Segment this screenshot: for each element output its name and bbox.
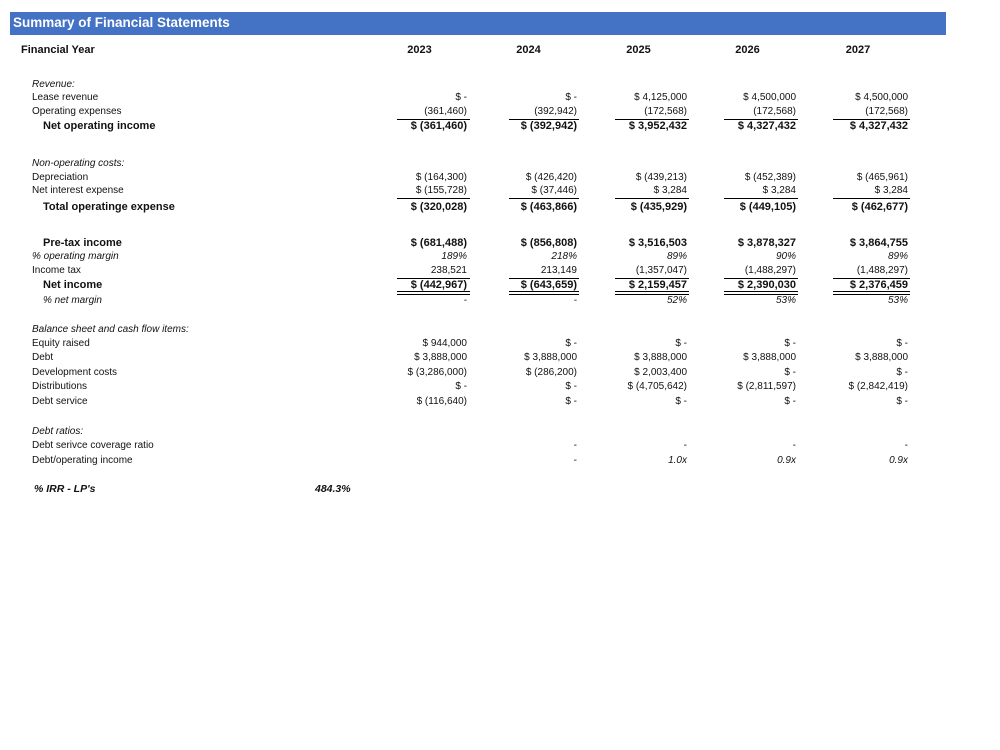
lease-revenue-2023: $ - xyxy=(455,92,467,103)
development-costs-2024: $ (286,200) xyxy=(525,367,577,378)
noi-2025: $ 3,952,432 xyxy=(628,120,687,132)
equity-raised-2023: $ 944,000 xyxy=(422,338,467,349)
net-income-label: Net income xyxy=(43,279,103,291)
equity-raised-label: Equity raised xyxy=(32,338,90,349)
net-interest-2024: $ (37,446) xyxy=(531,185,577,196)
dscr-2025: - xyxy=(683,440,687,451)
year-2024: 2024 xyxy=(516,44,541,56)
net-interest-2023: $ (155,728) xyxy=(415,185,467,196)
operating-margin-2023: 189% xyxy=(441,251,467,262)
debt-service-2027: $ - xyxy=(896,396,908,407)
total-opex-2023: $ (320,028) xyxy=(410,201,467,213)
operating-expenses-2027: (172,568) xyxy=(865,106,908,117)
pretax-income-2026: $ 3,878,327 xyxy=(737,237,796,249)
revenue-section-label: Revenue: xyxy=(32,79,75,90)
development-costs-label: Development costs xyxy=(32,367,118,378)
page-title: Summary of Financial Statements xyxy=(13,15,230,30)
debt-2024: $ 3,888,000 xyxy=(524,352,577,363)
operating-margin-2025: 89% xyxy=(666,251,687,262)
operating-expenses-2026: (172,568) xyxy=(753,106,796,117)
total-opex-2027: $ (462,677) xyxy=(851,201,908,213)
debt-operating-income-2024: - xyxy=(573,455,577,466)
year-2023: 2023 xyxy=(407,44,432,56)
lease-revenue-2026: $ 4,500,000 xyxy=(743,92,796,103)
balance-section-label: Balance sheet and cash flow items: xyxy=(32,324,189,335)
operating-margin-2026: 90% xyxy=(775,251,796,262)
total-opex-2025: $ (435,929) xyxy=(630,201,687,213)
lease-revenue-2027: $ 4,500,000 xyxy=(855,92,908,103)
debt-service-2026: $ - xyxy=(784,396,796,407)
year-2027: 2027 xyxy=(845,44,871,56)
pretax-income-label: Pre-tax income xyxy=(43,237,122,249)
net-margin-label: % net margin xyxy=(43,295,102,306)
net-interest-2026: $ 3,284 xyxy=(762,185,796,196)
noi-2023: $ (361,460) xyxy=(410,120,467,132)
debt-label: Debt xyxy=(32,352,54,363)
dscr-2024: - xyxy=(573,440,577,451)
depreciation-2026: $ (452,389) xyxy=(744,172,796,183)
operating-expenses-2025: (172,568) xyxy=(644,106,687,117)
noi-label: Net operating income xyxy=(43,120,156,132)
nonop-section-label: Non-operating costs: xyxy=(32,158,125,169)
dscr-2027: - xyxy=(904,440,908,451)
income-tax-2023: 238,521 xyxy=(430,265,467,276)
net-income-2027: $ 2,376,459 xyxy=(849,279,908,291)
net-margin-2027: 53% xyxy=(887,295,908,306)
debt-2025: $ 3,888,000 xyxy=(634,352,687,363)
debt-service-2024: $ - xyxy=(565,396,577,407)
debt-ratios-section-label: Debt ratios: xyxy=(32,426,84,437)
operating-expenses-2023: (361,460) xyxy=(424,106,467,117)
income-tax-2026: (1,488,297) xyxy=(744,265,796,276)
noi-2026: $ 4,327,432 xyxy=(737,120,796,132)
operating-expenses-label: Operating expenses xyxy=(32,106,122,117)
operating-expenses-2024: (392,942) xyxy=(534,106,577,117)
development-costs-2026: $ - xyxy=(784,367,796,378)
debt-operating-income-2027: 0.9x xyxy=(889,455,908,466)
net-interest-2027: $ 3,284 xyxy=(874,185,908,196)
net-income-2025: $ 2,159,457 xyxy=(628,279,687,291)
distributions-2023: $ - xyxy=(455,381,467,392)
depreciation-2024: $ (426,420) xyxy=(525,172,577,183)
underline xyxy=(509,198,579,199)
underline xyxy=(724,198,798,199)
noi-2024: $ (392,942) xyxy=(520,120,577,132)
noi-2027: $ 4,327,432 xyxy=(849,120,908,132)
development-costs-2025: $ 2,003,400 xyxy=(634,367,687,378)
operating-margin-label: % operating margin xyxy=(32,251,119,262)
operating-margin-2027: 89% xyxy=(887,251,908,262)
equity-raised-2027: $ - xyxy=(896,338,908,349)
debt-2027: $ 3,888,000 xyxy=(855,352,908,363)
equity-raised-2026: $ - xyxy=(784,338,796,349)
pretax-income-2025: $ 3,516,503 xyxy=(628,237,687,249)
debt-2026: $ 3,888,000 xyxy=(743,352,796,363)
operating-margin-2024: 218% xyxy=(551,251,577,262)
underline xyxy=(615,198,689,199)
debt-operating-income-2026: 0.9x xyxy=(777,455,796,466)
income-tax-2024: 213,149 xyxy=(540,265,577,276)
year-2025: 2025 xyxy=(626,44,651,56)
net-income-2024: $ (643,659) xyxy=(520,279,577,291)
total-opex-label: Total operatinge expense xyxy=(43,201,175,213)
pretax-income-2024: $ (856,808) xyxy=(520,237,577,249)
income-tax-label: Income tax xyxy=(32,265,81,276)
income-tax-2025: (1,357,047) xyxy=(635,265,687,276)
irr-label: % IRR - LP's xyxy=(34,483,96,495)
title-bar xyxy=(10,12,946,35)
distributions-2024: $ - xyxy=(565,381,577,392)
depreciation-label: Depreciation xyxy=(32,172,89,183)
debt-service-2025: $ - xyxy=(675,396,687,407)
underline xyxy=(397,198,470,199)
underline xyxy=(833,198,910,199)
net-interest-2025: $ 3,284 xyxy=(653,185,687,196)
financial-year-label: Financial Year xyxy=(21,44,95,56)
net-margin-2025: 52% xyxy=(666,295,687,306)
income-tax-2027: (1,488,297) xyxy=(856,265,908,276)
debt-service-label: Debt service xyxy=(32,396,88,407)
net-income-2023: $ (442,967) xyxy=(410,279,467,291)
net-income-2026: $ 2,390,030 xyxy=(737,279,796,291)
distributions-2027: $ (2,842,419) xyxy=(848,381,908,392)
depreciation-2023: $ (164,300) xyxy=(415,172,467,183)
net-interest-label: Net interest expense xyxy=(32,185,124,196)
development-costs-2023: $ (3,286,000) xyxy=(407,367,467,378)
net-margin-2026: 53% xyxy=(775,295,796,306)
net-margin-2024: - xyxy=(573,295,577,306)
lease-revenue-2024: $ - xyxy=(565,92,577,103)
equity-raised-2024: $ - xyxy=(565,338,577,349)
dscr-label: Debt serivce coverage ratio xyxy=(32,440,154,451)
distributions-2025: $ (4,705,642) xyxy=(627,381,687,392)
debt-service-2023: $ (116,640) xyxy=(416,396,467,407)
pretax-income-2023: $ (681,488) xyxy=(410,237,467,249)
development-costs-2027: $ - xyxy=(896,367,908,378)
net-margin-2023: - xyxy=(463,295,467,306)
debt-operating-income-2025: 1.0x xyxy=(668,455,687,466)
distributions-label: Distributions xyxy=(32,381,88,392)
year-2026: 2026 xyxy=(735,44,760,56)
irr-value: 484.3% xyxy=(315,483,351,495)
depreciation-2025: $ (439,213) xyxy=(635,172,687,183)
lease-revenue-label: Lease revenue xyxy=(32,92,99,103)
debt-2023: $ 3,888,000 xyxy=(414,352,467,363)
depreciation-2027: $ (465,961) xyxy=(856,172,908,183)
dscr-2026: - xyxy=(792,440,796,451)
total-opex-2024: $ (463,866) xyxy=(520,201,577,213)
debt-operating-income-label: Debt/operating income xyxy=(32,455,133,466)
lease-revenue-2025: $ 4,125,000 xyxy=(634,92,687,103)
equity-raised-2025: $ - xyxy=(675,338,687,349)
pretax-income-2027: $ 3,864,755 xyxy=(849,237,908,249)
total-opex-2026: $ (449,105) xyxy=(739,201,796,213)
distributions-2026: $ (2,811,597) xyxy=(737,381,796,392)
